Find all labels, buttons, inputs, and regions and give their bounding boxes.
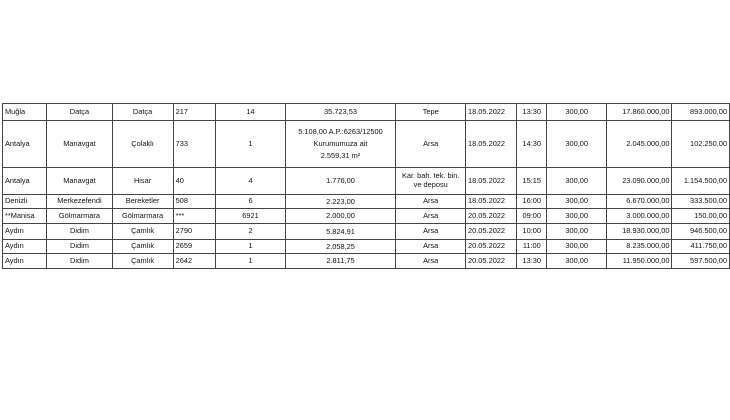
table-row	[3, 104, 730, 121]
cell-parsel: 1	[216, 240, 285, 254]
cell-teminat: 333.500,00	[672, 195, 730, 209]
cell-mahalle: Çamlık	[112, 254, 173, 269]
cell-tarih: 20.05.2022	[466, 254, 517, 269]
cell-tarih: 18.05.2022	[466, 168, 517, 195]
cell-mahalle: Bereketler	[112, 195, 173, 209]
cell-mahalle: Datça	[112, 104, 173, 121]
cell-il: Antalya	[3, 168, 47, 195]
cell-alan	[285, 209, 396, 224]
cell-saat: 16:00	[517, 195, 547, 209]
cell-muhammen-bedel: 23.090.000,00	[607, 168, 672, 195]
cell-nitelik: Arsa	[396, 240, 466, 254]
table-row	[3, 121, 730, 168]
table-row	[3, 209, 730, 224]
cell-ilce: Manavgat	[47, 121, 112, 168]
cell-parsel: 4	[216, 168, 285, 195]
cell-alan	[285, 195, 396, 209]
alan-line: 2.000,00	[326, 211, 355, 220]
cell-parsel: 2	[216, 224, 285, 240]
cell-oran: 300,00	[547, 240, 607, 254]
cell-teminat: 597.500,00	[672, 254, 730, 269]
table-row	[3, 224, 730, 240]
cell-il: Aydın	[3, 254, 47, 269]
alan-line: 5.824,91	[326, 226, 355, 236]
cell-teminat: 150.00,00	[672, 209, 730, 224]
cell-il: Aydın	[3, 240, 47, 254]
cell-il: **Manisa	[3, 209, 47, 224]
table-row	[3, 195, 730, 209]
cell-saat: 14:30	[517, 121, 547, 168]
cell-ada: 40	[173, 168, 216, 195]
cell-saat: 10:00	[517, 224, 547, 240]
alan-line: 1.776,00	[326, 176, 355, 185]
cell-tarih: 20.05.2022	[466, 209, 517, 224]
cell-nitelik: Arsa	[396, 254, 466, 269]
cell-saat: 15:15	[517, 168, 547, 195]
alan-line: 2.559,31 m²	[320, 151, 361, 160]
cell-ada: 733	[173, 121, 216, 168]
cell-mahalle: Gölmarmara	[112, 209, 173, 224]
cell-muhammen-bedel: 2.045.000,00	[607, 121, 672, 168]
cell-il: Aydın	[3, 224, 47, 240]
cell-ilce: Didim	[47, 224, 112, 240]
cell-nitelik: Arsa	[396, 121, 466, 168]
cell-tarih: 18.05.2022	[466, 104, 517, 121]
cell-alan	[285, 121, 396, 168]
cell-oran: 300,00	[547, 254, 607, 269]
cell-muhammen-bedel: 6.670.000,00	[607, 195, 672, 209]
cell-parsel: 6	[216, 195, 285, 209]
cell-ilce: Datça	[47, 104, 112, 121]
cell-ilce: Didim	[47, 240, 112, 254]
cell-muhammen-bedel: 11.950.000,00	[607, 254, 672, 269]
cell-parsel: 6921	[216, 209, 285, 224]
cell-saat: 13:30	[517, 104, 547, 121]
cell-mahalle: Çolaklı	[112, 121, 173, 168]
cell-muhammen-bedel: 8.235.000,00	[607, 240, 672, 254]
table-row	[3, 168, 730, 195]
cell-parsel: 1	[216, 254, 285, 269]
cell-nitelik: Tepe	[396, 104, 466, 121]
cell-alan	[285, 168, 396, 195]
cell-alan	[285, 240, 396, 254]
cell-muhammen-bedel: 17.860.000,00	[607, 104, 672, 121]
cell-parsel: 1	[216, 121, 285, 168]
cell-nitelik: Arsa	[396, 195, 466, 209]
cell-ada: 2659	[173, 240, 216, 254]
cell-alan	[285, 254, 396, 269]
cell-saat: 11:00	[517, 240, 547, 254]
cell-oran: 300,00	[547, 224, 607, 240]
cell-parsel: 14	[216, 104, 285, 121]
cell-teminat: 102.250,00	[672, 121, 730, 168]
alan-line: 35.723,53	[324, 107, 357, 116]
table-row	[3, 254, 730, 269]
cell-oran: 300,00	[547, 168, 607, 195]
cell-ada: 508	[173, 195, 216, 209]
cell-nitelik: Arsa	[396, 224, 466, 240]
cell-ada: ***	[173, 209, 216, 224]
cell-mahalle: Çamlık	[112, 240, 173, 254]
cell-alan	[285, 224, 396, 240]
alan-line: 2.058,25	[326, 241, 355, 251]
table-body	[3, 104, 730, 269]
cell-mahalle: Çamlık	[112, 224, 173, 240]
cell-tarih: 20.05.2022	[466, 224, 517, 240]
alan-line: 5.108,00 A.P.:6263/12500	[298, 127, 383, 136]
cell-saat: 09:00	[517, 209, 547, 224]
cell-il: Muğla	[3, 104, 47, 121]
cell-teminat: 411.750,00	[672, 240, 730, 254]
cell-nitelik: Kar. bah. tek. bin. ve deposu	[396, 168, 466, 195]
cell-oran: 300,00	[547, 195, 607, 209]
cell-oran: 300,00	[547, 121, 607, 168]
land-auction-table	[2, 103, 730, 269]
cell-il: Antalya	[3, 121, 47, 168]
alan-line: Kurumumuza ait	[313, 139, 368, 148]
cell-tarih: 18.05.2022	[466, 195, 517, 209]
cell-muhammen-bedel: 18.930.000,00	[607, 224, 672, 240]
cell-ilce: Manavgat	[47, 168, 112, 195]
cell-muhammen-bedel: 3.000.000,00	[607, 209, 672, 224]
cell-oran: 300,00	[547, 104, 607, 121]
cell-oran: 300,00	[547, 209, 607, 224]
cell-tarih: 20.05.2022	[466, 240, 517, 254]
cell-ada: 2790	[173, 224, 216, 240]
cell-ada: 217	[173, 104, 216, 121]
alan-line: 2.811,75	[326, 256, 355, 265]
cell-teminat: 1.154.500,00	[672, 168, 730, 195]
cell-nitelik: Arsa	[396, 209, 466, 224]
cell-mahalle: Hisar	[112, 168, 173, 195]
cell-teminat: 946.500,00	[672, 224, 730, 240]
alan-line: 2.223,00	[326, 196, 355, 206]
table-row	[3, 240, 730, 254]
cell-ilce: Didim	[47, 254, 112, 269]
cell-alan	[285, 104, 396, 121]
cell-ilce: Merkezefendi	[47, 195, 112, 209]
cell-ilce: Gölmarmara	[47, 209, 112, 224]
cell-teminat: 893.000,00	[672, 104, 730, 121]
cell-saat: 13:30	[517, 254, 547, 269]
cell-tarih: 18.05.2022	[466, 121, 517, 168]
cell-il: Denizli	[3, 195, 47, 209]
cell-ada: 2642	[173, 254, 216, 269]
